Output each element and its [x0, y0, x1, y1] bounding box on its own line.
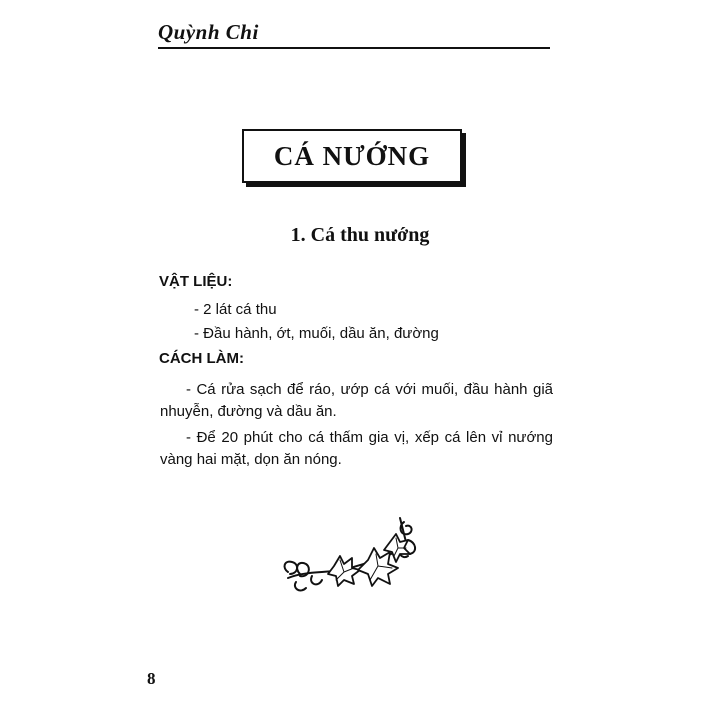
materials-item: - 2 lát cá thu: [194, 301, 277, 318]
vine-leaf-ornament-icon: [278, 512, 428, 598]
header-rule: [158, 47, 550, 49]
page-number: 8: [147, 669, 156, 688]
materials-label: VẬT LIỆU:: [159, 273, 233, 290]
method-step: - Cá rửa sạch để ráo, ướp cá với muối, đầu hành giã nhuyễn, đường và dầu ăn.: [160, 381, 553, 420]
method-label: CÁCH LÀM:: [159, 350, 244, 367]
chapter-title-box: [242, 129, 462, 183]
method-step: - Để 20 phút cho cá thấm gia vị, xếp cá lên vỉ nướng vàng hai mặt, dọn ăn nóng.: [160, 429, 553, 468]
chapter-title: CÁ NƯỚNG: [273, 140, 431, 171]
recipe-title: 1. Cá thu nướng: [290, 224, 430, 246]
materials-item: - Đầu hành, ớt, muối, dầu ăn, đường: [194, 325, 439, 342]
header-author: Quỳnh Chi: [158, 20, 259, 44]
